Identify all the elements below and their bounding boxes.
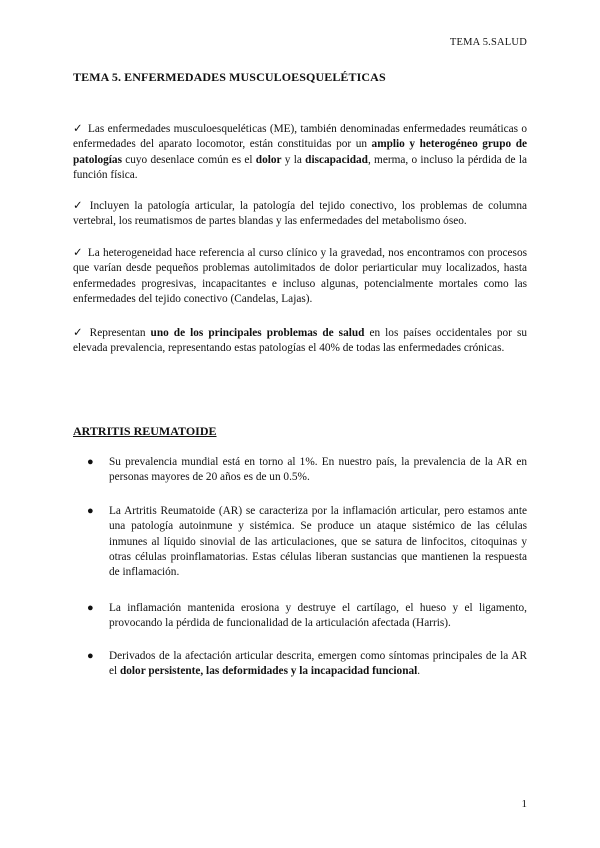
list-item: ● La inflamación mantenida erosiona y destruye el cartílago, el hueso y el ligamento, provocando la pérdida de funcionalidad de la articulación afectada (Harris).	[87, 602, 527, 630]
document-title: TEMA 5. ENFERMEDADES MUSCULOESQUELÉTICAS	[73, 70, 386, 84]
list-item: ● Su prevalencia mundial está en torno al 1%. En nuestro país, la prevalencia de la AR en personas mayores de 20 años es de un 0.5%.	[87, 456, 527, 484]
list-item: ● Derivados de la afectación articular descrita, emergen como síntomas principales de la AR el dolor persistente, las deformidades y la incapacidad funcional.	[87, 650, 527, 678]
check-icon: ✓	[73, 327, 85, 339]
bullet-icon: ●	[87, 602, 94, 614]
bullet-icon: ●	[87, 456, 94, 468]
check-icon: ✓	[73, 123, 83, 135]
check-icon: ✓	[73, 200, 85, 212]
check-icon: ✓	[73, 247, 83, 259]
running-header: TEMA 5.SALUD	[449, 37, 527, 48]
page-number: 1	[521, 798, 527, 810]
section-title: ARTRITIS REUMATOIDE	[73, 424, 217, 438]
intro-paragraph-2: ✓ Incluyen la patología articular, la patología del tejido conectivo, los problemas de columna vertebral, los reumatismos de partes blandas y las enfermedades del metabolismo óseo.	[73, 200, 527, 228]
list-item: ● La Artritis Reumatoide (AR) se caracteriza por la inflamación articular, pero estamos ante una patología autoinmune y sistémica. Se produce un ataque sistémico de las células inmunes al líquido sinovial de las articulaciones, que se satura de linfocitos, citoquinas y otras células proinflamatorias. Estas células liberan sustancias que mantienen la respuesta de inflamación.	[87, 505, 527, 579]
intro-paragraph-4: ✓ Representan uno de los principales problemas de salud en los países occidentales por su elevada prevalencia, representando estas patologías el 40% de todas las enfermedades crónicas.	[73, 327, 527, 355]
bullet-icon: ●	[87, 650, 94, 662]
intro-paragraph-3: ✓ La heterogeneidad hace referencia al curso clínico y la gravedad, nos encontramos con procesos que varían desde pequeños problemas autolimitados de dolor periarticular muy localizados, hasta enfermedades progresivas, incapacitantes e incluso algunas, potencialmente mortales como las enfermedades del tejido conectivo (Candelas, Lajas).	[73, 247, 527, 305]
intro-paragraph-1: ✓ Las enfermedades musculoesqueléticas (ME), también denominadas enfermedades reumáticas o enfermedades del aparato locomotor, están constituidas por un amplio y heterogéneo grupo de patologías cuyo desenlace común es el dolor y la discapacidad, merma, o incluso la pérdida de la función física.	[73, 123, 528, 181]
bullet-icon: ●	[87, 505, 94, 517]
